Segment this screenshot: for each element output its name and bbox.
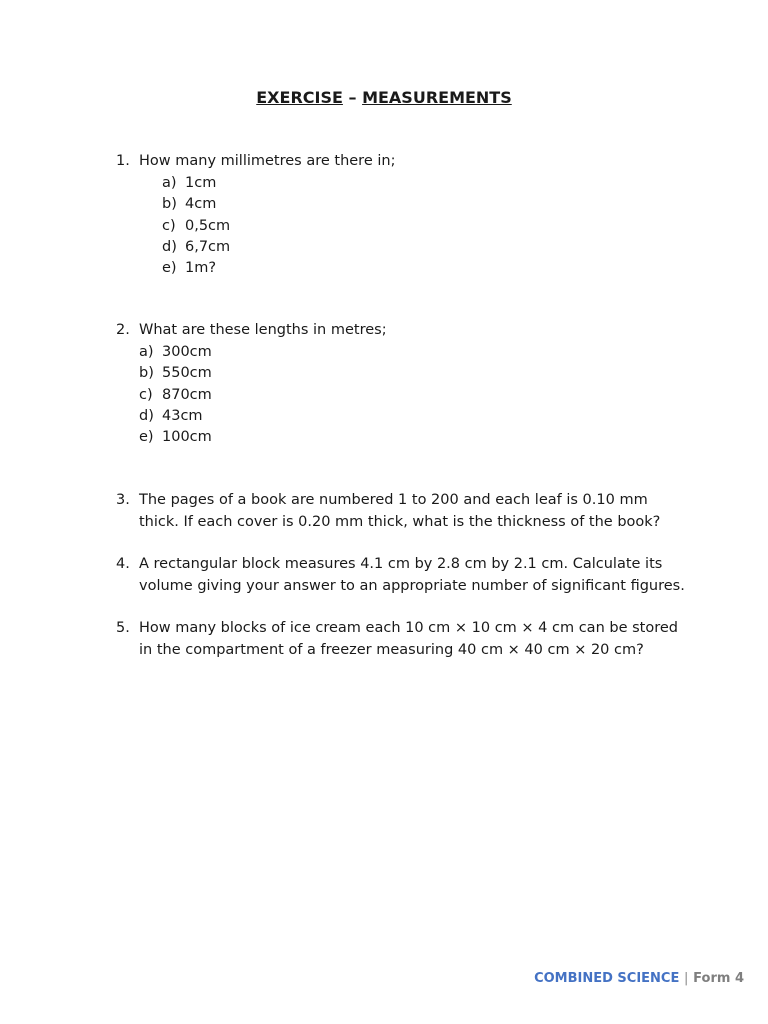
list-item [162,173,462,194]
list-item [139,363,439,384]
item-value: 6,7cm [185,238,231,255]
item-value: 870cm [162,386,212,403]
item-value: 43cm [162,407,203,424]
question-5 [116,618,686,661]
question-3 [116,490,686,533]
list-item [139,342,439,363]
list-item [162,194,462,215]
list-item [162,216,462,237]
footer-subject: COMBINED SCIENCE [534,971,680,986]
question-text: How many blocks of ice cream each 10 cm × 10 cm × 4 cm can be stored in the compartment of a freezer measuring 40 cm × 40 cm × 20 cm? [139,620,678,658]
item-value: 300cm [162,344,212,360]
list-item [162,237,462,258]
item-label: a) [139,344,154,360]
question-4 [116,554,686,597]
item-value: 100cm [162,429,212,446]
question-1 [116,151,686,173]
question-number: 3. [116,492,130,508]
item-value: 1m? [185,260,217,277]
list-item [139,406,439,427]
footer-separator: | [679,971,694,986]
item-label: c) [139,386,153,403]
title-dash: – [342,88,363,107]
question-text: What are these lengths in metres; [139,322,387,338]
question-2 [116,320,686,342]
item-value: 1cm [185,175,217,191]
page-title [0,86,768,110]
title-measurements: MEASUREMENTS [362,88,512,107]
question-text: A rectangular block measures 4.1 cm by 2.8 cm by 2.1 cm. Calculate its volume giving your answer to an appropriate number of significant figures. [139,556,685,594]
item-label: e) [162,260,177,277]
item-label: b) [162,196,177,213]
item-label: b) [139,365,154,382]
item-value: 4cm [185,196,217,213]
item-value: 550cm [162,365,212,382]
item-label: e) [139,429,154,446]
footer-form: Form 4 [693,971,744,986]
item-label: d) [162,238,177,255]
list-item [139,427,439,448]
title-exercise: EXERCISE [256,88,343,107]
item-label: d) [139,407,154,424]
question-number: 2. [116,322,130,338]
question-number: 1. [116,153,130,169]
question-number: 5. [116,620,130,636]
question-text: The pages of a book are numbered 1 to 200 and each leaf is 0.10 mm thick. If each cover is 0.20 mm thick, what is the thickness of the book? [139,492,661,530]
item-value: 0,5cm [185,217,231,234]
item-label: c) [162,217,176,234]
question-text: How many millimetres are there in; [139,153,396,169]
page-footer [534,968,744,990]
question-2-sublist [139,342,439,448]
list-item [162,258,462,279]
question-1-sublist [162,173,462,279]
question-number: 4. [116,556,130,572]
list-item [139,385,439,406]
item-label: a) [162,175,177,191]
